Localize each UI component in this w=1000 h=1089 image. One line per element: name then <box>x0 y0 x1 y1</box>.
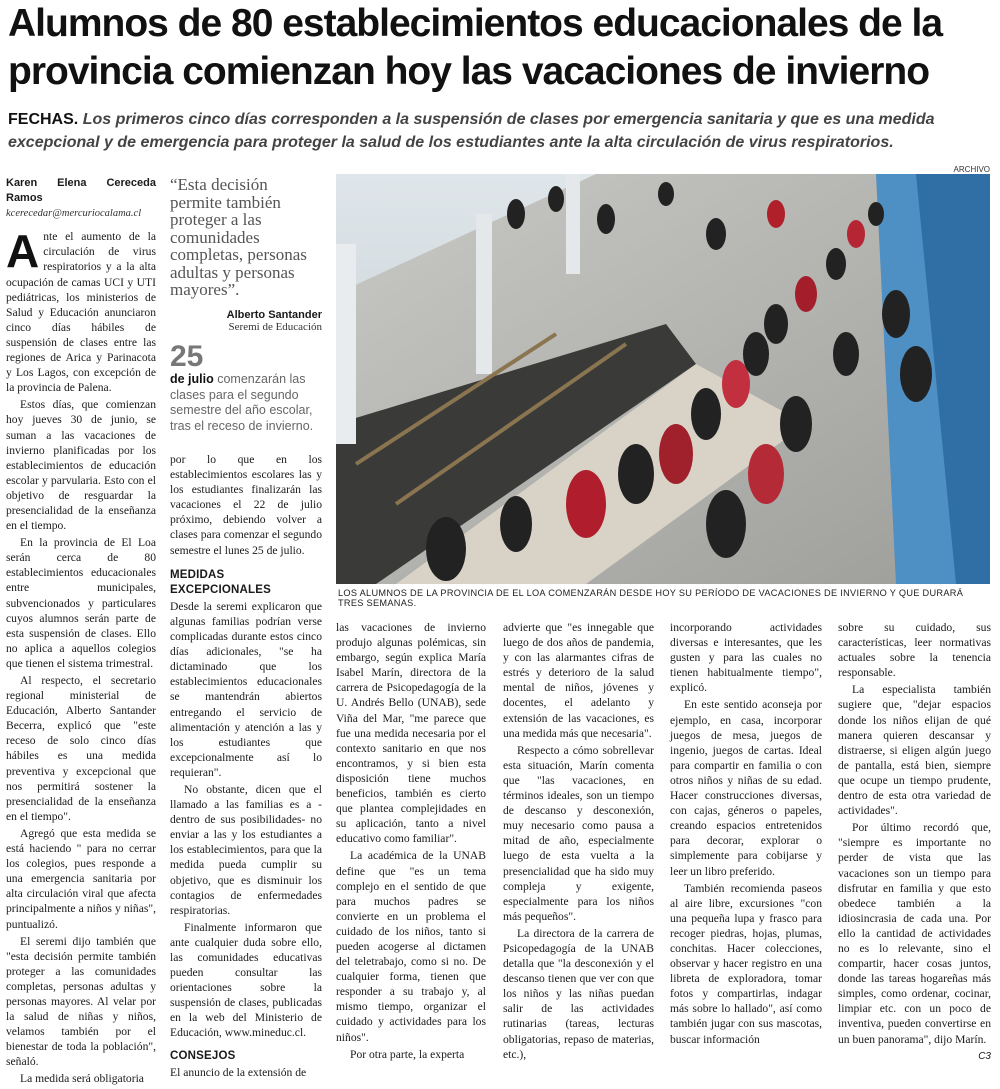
subhead-consejos: CONSEJOS <box>170 1049 236 1062</box>
col1-paragraph-2: Estos días, que comienzan hoy jueves 30 de junio, se suman a las vacaciones de invierno planificadas por los establecimientos de educación escolar y parvularia. Esto con el objetivo de resguardar la presencialidad de la enseñanza en el tiempo. <box>6 398 156 533</box>
lead-kicker: FECHAS. <box>8 111 79 128</box>
col5-paragraph-3: También recomienda paseos al aire libre, excursiones "con una pequeña lupa y frasco para recoger piedras, hojas, plumas, conchitas. Hacer colecciones, observar y hacer registro en una libreta de exploradora, tomar fotos y compartirlas, indagar más sobre lo hallado", así como también jugar con sus mascotas, buscar información <box>670 881 822 1046</box>
col4-paragraph-3: La directora de la carrera de Psicopedagogía de la UNAB detalla que "la desconexión y el descanso tienen que ver con que los niños y las niñas puedan salir de las actividades rutinarias (tareas, lecturas obligatorias, repaso de materias, etc.), <box>503 926 654 1061</box>
pull-quote-role: Seremi de Educación <box>228 320 322 333</box>
end-mark: C3 <box>978 1050 991 1062</box>
article-column-4 <box>503 620 654 1064</box>
pull-quote-text: “Esta decisión permite también proteger a las comunidades completas, personas adultas y personas mayores”. <box>170 175 307 299</box>
date-box <box>170 342 320 434</box>
col2-paragraph-5: El anuncio de la extensión de <box>170 1065 307 1079</box>
article-column-6 <box>838 620 991 1064</box>
col1-paragraph-1: nte el aumento de la circulación de virus respiratorios y a la alta ocupación de camas UCI y UTI pediátricas, los ministerios de Salud y Educación anunciaron cinco días hábiles de suspensión de clases entre las regiones de Arica y Parinacota y Los Lagos, con excepción de la provincia de Palena. <box>6 230 156 395</box>
date-number: 25 <box>170 340 204 373</box>
col1-paragraph-5: Agregó que esta medida se está haciendo " para no cerrar los colegios, pues responde a una emergencia sanitaria por alta circulación viral que afecta principalmente a niños y niñas", puntualizó. <box>6 826 156 931</box>
col5-paragraph-1: incorporando actividades diversas e interesantes, que les gusten y para las cuales no tienen habitualmente tiempo", explicó. <box>670 621 822 695</box>
byline-email: kcerecedar@mercuriocalama.cl <box>6 208 142 220</box>
col5-paragraph-2: En este sentido aconseja por ejemplo, en casa, incorporar juegos de mesa, juegos de ingenio, juegos de cartas. Ideal para compartir en familia o con otros niños y niñas de su edad. Hacer construcciones diversas, con cajas, géneros o papeles, creando espacios entretenidos para decorar, explorar o simplemente para cobijarse y leer un libro preferido. <box>670 698 822 878</box>
col6-paragraph-3: Por último recordó que, "siempre es importante no perder de vista que las vacaciones son un tiempo para disfrutar en familia y que esto obedece también a la idiosincrasia de cada una. Por ello la cantidad de actividades no es lo relevante, sino el compartir, hacer cosas juntos, donde las tareas hogareñas más simples, como ordenar, cocinar, limpiar etc. con un poco de inventiva, pueden convertirse en un buen panorama", dijo Marín. <box>838 821 991 1046</box>
col6-paragraph-2: La especialista también sugiere que, "dejar espacios donde los niños elijan de qué manera quieren descansar y distraerse, si eligen algún juego de pantalla, está bien, siempre que ocupe un tiempo prudente, dentro de esta otra variedad de actividades". <box>838 683 991 818</box>
col1-paragraph-4: Al respecto, el secretario regional ministerial de Educación, Alberto Santander Becerra, explicó que "este receso de solo cinco días hábiles es una medida preventiva y excepcional que nos permitirá sostener la presencialidad de la enseñanza en el tiempo". <box>6 674 156 823</box>
col3-paragraph-1: las vacaciones de invierno produjo algunas polémicas, sin embargo, según explica María Isabel Marín, directora de la carrera de Psicopedagogía de la U. Andrés Bello (UNAB), sede Viña del Mar, "me parece que fue una medida necesaria por el contexto sanitario en que nos encontramos, y si bien esta disposición tiene muchos beneficios, también es cierto que plantea complejidades en su aplicación, tanto a nivel educativo como familiar". <box>336 621 486 846</box>
photo-credit: ARCHIVO <box>953 165 990 174</box>
col4-paragraph-2: Respecto a cómo sobrellevar esta situación, Marín comenta que "las vacaciones, en términos ideales, son un tiempo de descanso y desconexión, muy necesario como pausa a mitad de año, especialmente luego de esta vuelta a la presencialidad que ha sido muy compleja y exigente, especialmente para los niños más pequeños". <box>503 743 654 923</box>
pull-quote <box>170 176 322 333</box>
pull-quote-author: Alberto Santander <box>226 308 322 321</box>
col1-paragraph-6: El seremi dijo también que "esta decisión permite también proteger a las comunidades completas, personas adultas y personas mayores. Al velar por la salud de niñas y niños, velamos también por el bienestar de toda la población", señaló. <box>6 934 156 1069</box>
article-column-2 <box>170 452 322 1082</box>
col1-paragraph-7: La medida será obligatoria <box>20 1072 144 1086</box>
article-column-1 <box>6 176 156 1089</box>
col3-paragraph-2: La académica de la UNAB define que "es un tema complejo en el sentido de que para muchos padres se convierte en un problema el cuidado de los niños, tanto si pueden acogerse al dictamen del teletrabajo, como si no. De cualquier forma, tienen que responder a su trabajo y, al mismo tiempo, organizar el cuidado y actividades para los niños". <box>336 849 486 1044</box>
col2-paragraph-1: por lo que en los establecimientos escolares las y los estudiantes finalizarán las vacaciones el 22 de julio próximo, debiendo volver a clases para comenzar el segundo semestre el lunes 25 de julio. <box>170 453 322 557</box>
col2-paragraph-2: Desde la seremi explicaron que algunas familias podrían verse complicadas durante estos cinco días adicionales, "se ha dictaminado que los establecimientos educacionales se mantendrán abiertos entregando el servicio de alimentación y atención a las y los estudiantes que excepcionalmente así lo requieran". <box>170 599 322 779</box>
byline-author: Karen Elena Cereceda Ramos <box>6 177 156 205</box>
col6-paragraph-1: sobre su cuidado, sus características, leer normativas actuales sobre la tenencia responsable. <box>838 621 991 680</box>
photo-caption: LOS ALUMNOS DE LA PROVINCIA DE EL LOA COMENZARÁN DESDE HOY SU PERÍODO DE VACACIONES DE INVIERNO Y QUE DURARÁ TRES SEMANAS. <box>338 588 964 608</box>
date-bold: de julio <box>170 372 214 386</box>
date-description: comenzarán las clases para el segundo semestre del año escolar, tras el receso de invierno. <box>170 372 314 433</box>
lead-paragraph <box>8 108 993 154</box>
photo-students-walking <box>336 174 990 584</box>
col2-paragraph-4: Finalmente informaron que ante cualquier duda sobre ello, las comunidades educativas pueden consultar las orientaciones sobre la suspensión de clases, publicadas en la web del Ministerio de Educación, www.mineduc.cl. <box>170 920 322 1040</box>
subhead-medidas: MEDIDAS EXCEPCIONALES <box>170 568 272 596</box>
lead-text: Los primeros cinco días corresponden a la suspensión de clases por emergencia sanitaria y que es una medida excepcional y de emergencia para proteger la salud de los estudiantes ante la alta circulación de virus respiratorios. <box>8 111 935 151</box>
col4-paragraph-1: advierte que "es innegable que luego de dos años de pandemia, y con las alarmantes cifras de estrés y deterioro de la salud mental de niños, jóvenes y docentes, el adelanto y extensión de las vacaciones, es una medida más que necesaria". <box>503 621 654 740</box>
col1-paragraph-3: En la provincia de El Loa serán cerca de 80 establecimientos educacionales entre municipales, subvencionados y particulares cuyos alumnos serán parte de esta suspensión de clases. Ello no aplica a aquellos colegios que tienen el sistema trimestral. <box>6 536 156 670</box>
news-photo <box>336 174 990 584</box>
headline: Alumnos de 80 establecimientos educacionales de la provincia comienzan hoy las vacaciones de invierno <box>8 2 943 93</box>
article-column-3 <box>336 620 486 1064</box>
date-text <box>170 372 320 434</box>
col3-paragraph-3: Por otra parte, la experta <box>350 1047 465 1061</box>
drop-cap: A <box>6 225 40 278</box>
col2-paragraph-3: No obstante, dicen que el llamado a las familias es a -dentro de sus posibilidades- no enviar a las y los estudiantes a los establecimientos, para que la medida pueda cumplir su objetivo, que es disminuir los contagios de enfermedades respiratorias. <box>170 782 322 917</box>
article-column-5 <box>670 620 822 1049</box>
